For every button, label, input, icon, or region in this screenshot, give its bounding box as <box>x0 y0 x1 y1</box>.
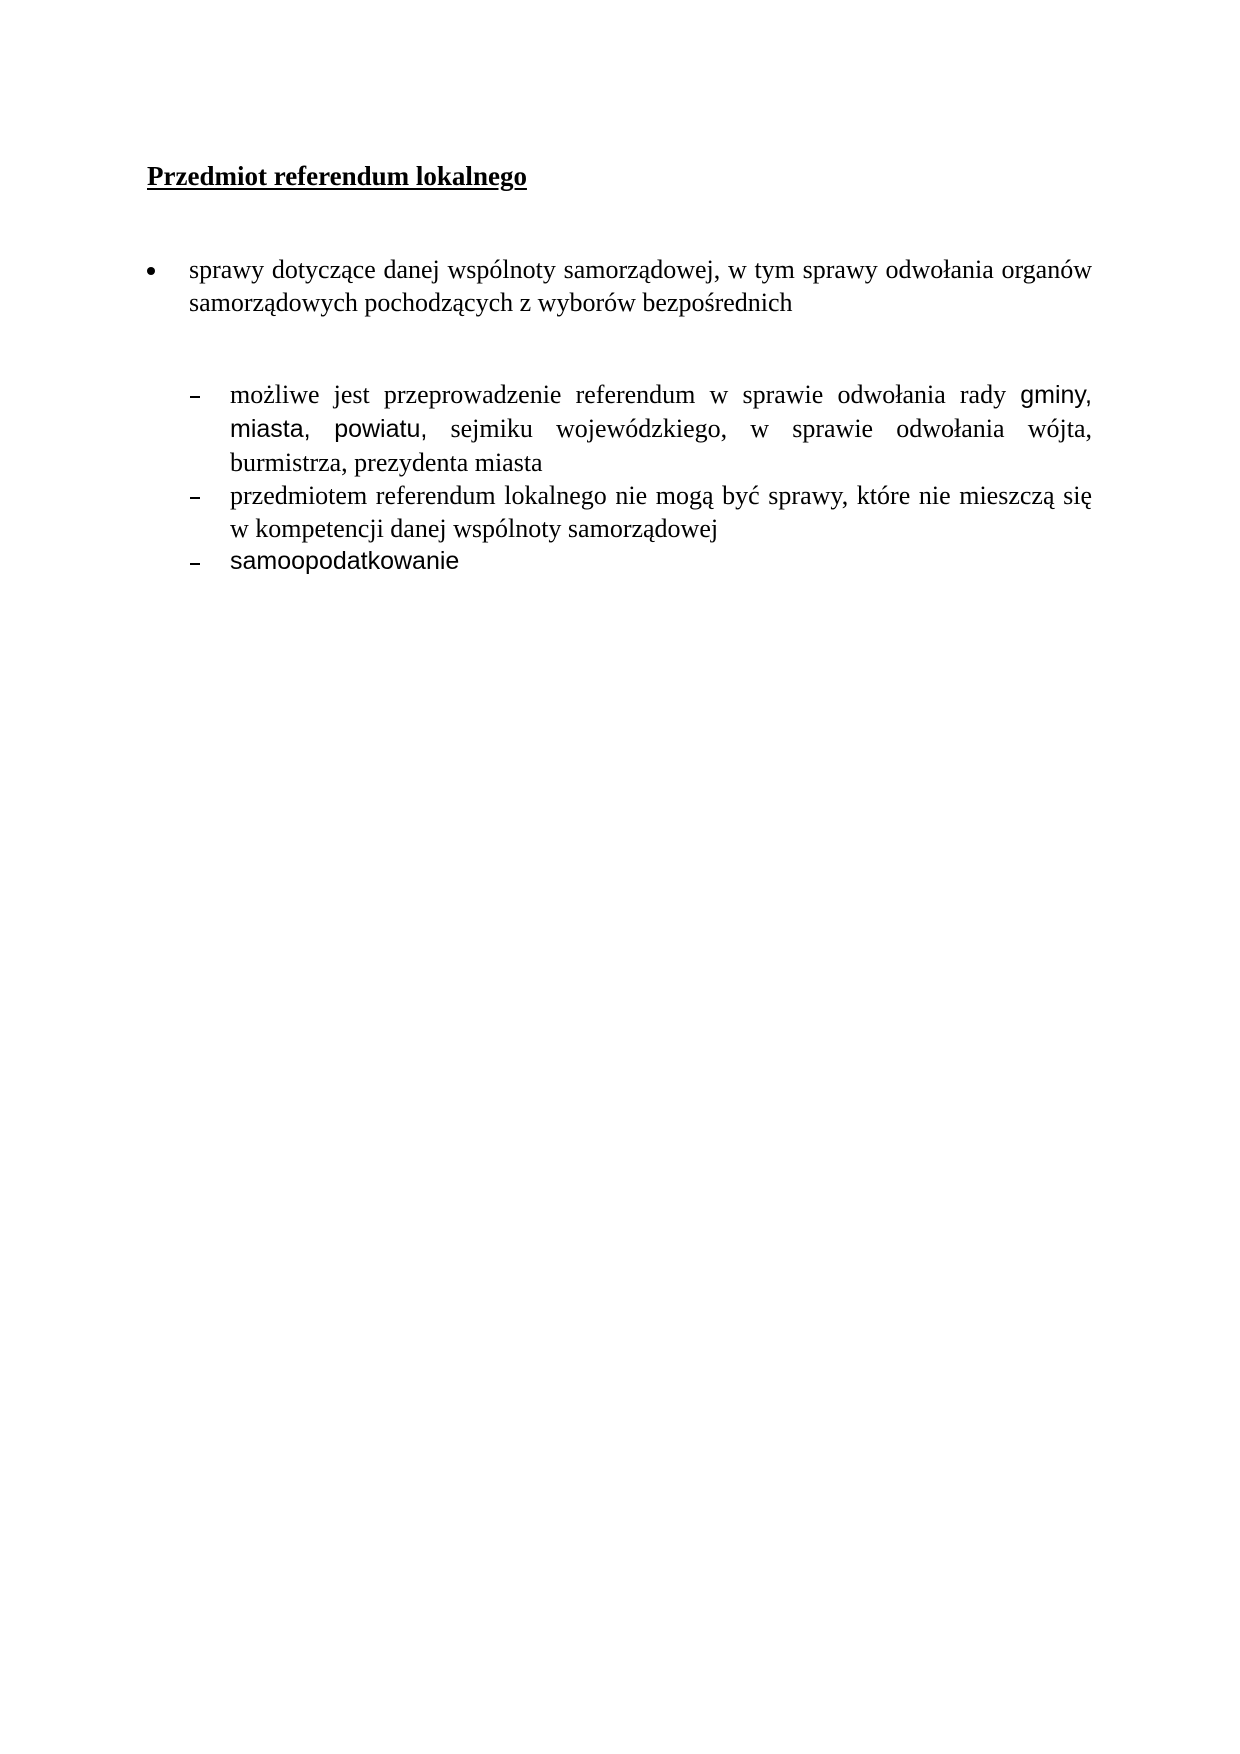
sub-list-item <box>190 545 1092 578</box>
sub-item-text-part: możliwe jest przeprowadzenie referendum w sprawie odwołania rady <box>230 380 1021 409</box>
dash-icon <box>190 396 200 398</box>
dash-icon <box>190 563 200 565</box>
sub-item-text-part: sejmiku wojewódzkiego, w sprawie odwołania wójta, burmistrza, prezydenta miasta <box>230 414 1092 477</box>
sub-item-text: przedmiotem referendum lokalnego nie mogą być sprawy, które nie mieszczą się w kompetencji danej wspólnoty samorządowej <box>230 481 1092 543</box>
sub-list <box>190 378 1092 578</box>
bullet-dot-icon <box>147 267 155 275</box>
sub-item-text-emphasis: gminy, miasta, powiatu, <box>230 381 1092 443</box>
sub-list-item <box>190 378 1092 479</box>
sub-item-text <box>230 378 1092 479</box>
sub-item-text: samoopodatkowanie <box>230 547 460 575</box>
bullet-text: sprawy dotyczące danej wspólnoty samorządowej, w tym sprawy odwołania organów samorządowych pochodzących z wyborów bezpośrednich <box>189 255 1092 317</box>
sub-list-item <box>190 479 1092 545</box>
dash-icon <box>190 497 200 499</box>
document-title: Przedmiot referendum lokalnego <box>147 161 527 191</box>
